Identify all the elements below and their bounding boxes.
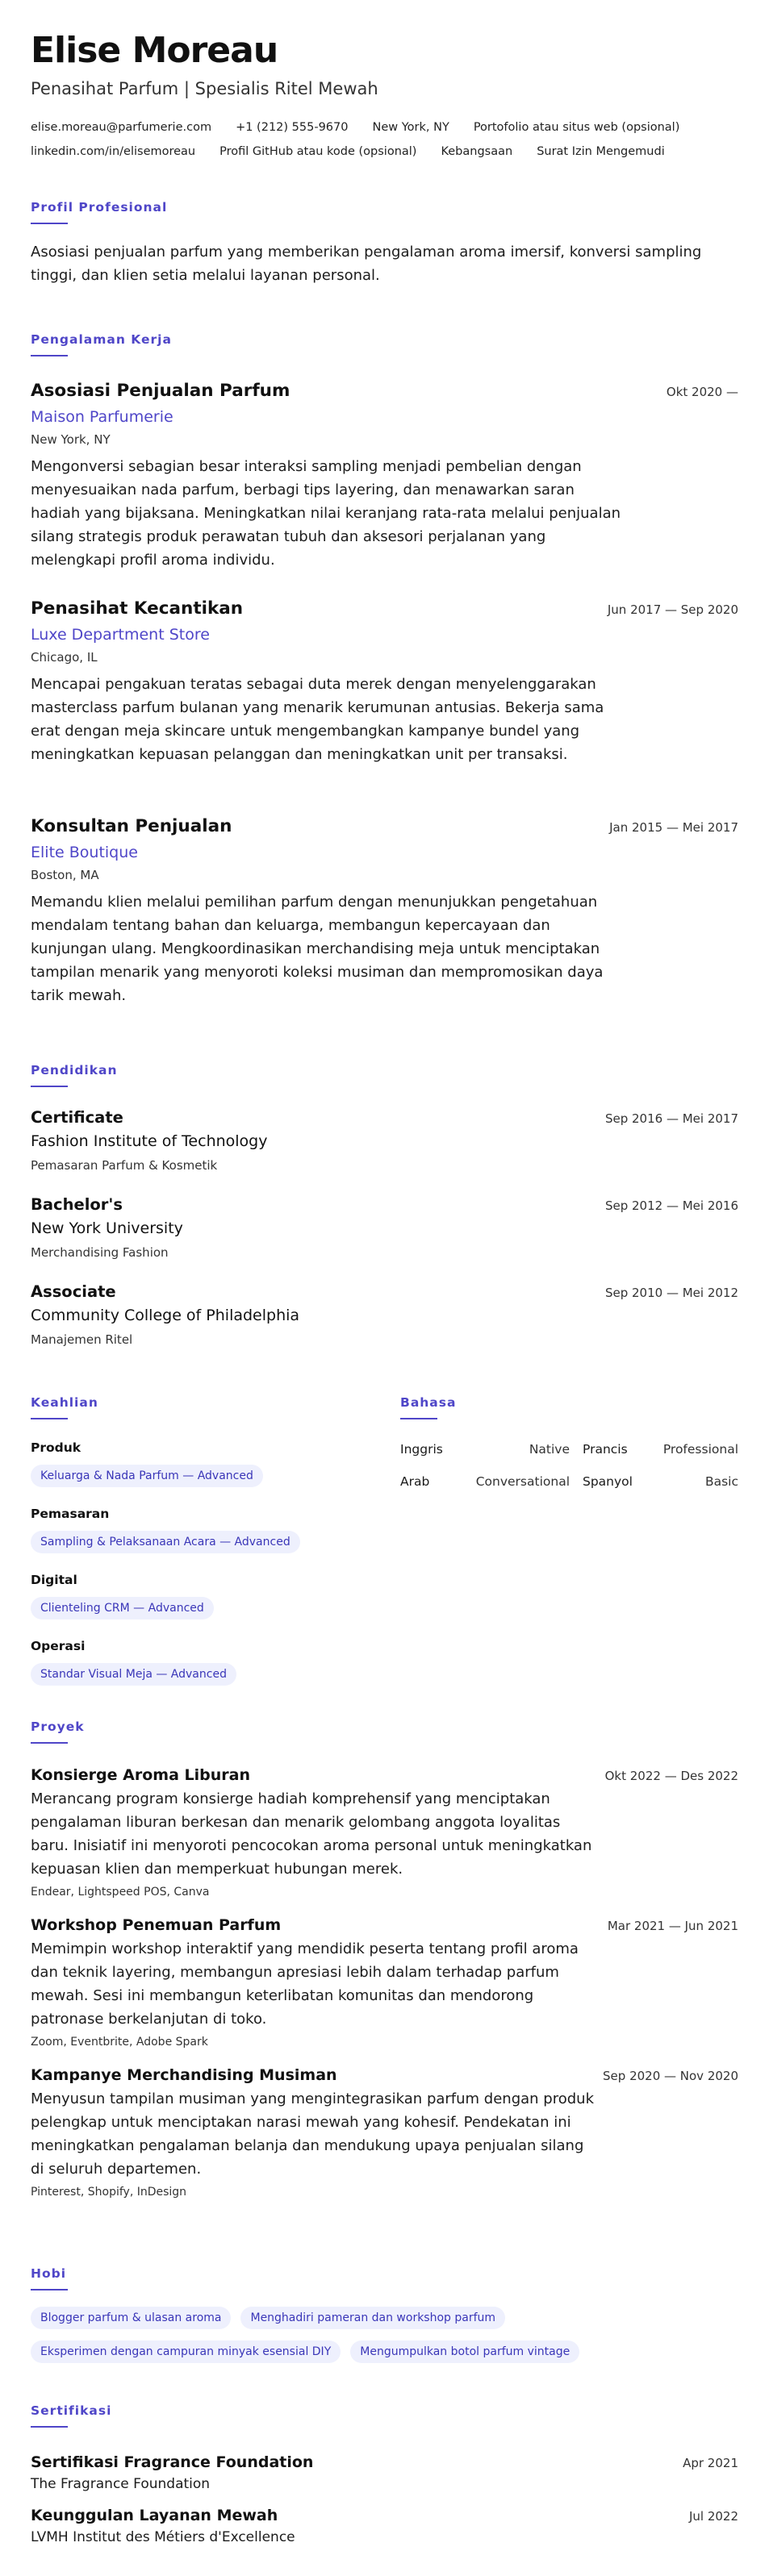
section-title: Pendidikan: [31, 1063, 118, 1078]
education-item: [31, 1194, 738, 1261]
job-location: Chicago, IL: [31, 650, 98, 665]
section-title: Keahlian: [31, 1395, 98, 1410]
company-name: Luxe Department Store: [31, 626, 210, 644]
project-description: Memimpin workshop interaktif yang mendidik peserta tentang profil aroma dan teknik layering, membangun apresiasi lebih dalam terhadap parfum mewah. Sesi ini membangun keterlibatan komunitas dan mendorong patronase berkelanjutan di toko.: [31, 1940, 579, 2028]
job-dates: Jun 2017 — Sep 2020: [607, 602, 738, 617]
project-name: Workshop Penemuan Parfum: [31, 1916, 282, 1934]
skill-tag: Keluarga & Nada Parfum — Advanced: [31, 1465, 263, 1487]
project-name: Konsierge Aroma Liburan: [31, 1766, 250, 1784]
resume-header: [31, 0, 738, 161]
project-item: [31, 2065, 738, 2200]
education-dates: Sep 2016 — Mei 2017: [604, 1111, 738, 1126]
field-of-study: Merchandising Fashion: [31, 1245, 169, 1260]
hobbies-section: [31, 2265, 738, 2363]
education-section: [31, 1061, 738, 1360]
job-title: Asosiasi Penjualan Parfum: [31, 381, 290, 401]
summary-text: Asosiasi penjualan parfum yang memberikan pengalaman aroma imersif, konversi sampling tinggi, dan klien setia melalui layanan personal.: [31, 244, 702, 284]
language-name: Prancis: [583, 1442, 628, 1457]
project-tools: Pinterest, Shopify, InDesign: [31, 2186, 187, 2199]
language-level: Basic: [704, 1474, 738, 1489]
certification-date: Jul 2022: [688, 2509, 738, 2524]
certification-item: [31, 2505, 738, 2547]
school-name: New York University: [31, 1219, 183, 1237]
experience-item: [31, 379, 738, 572]
contact-email[interactable]: elise.moreau@parfumerie.com: [31, 121, 212, 134]
candidate-tagline: Penasihat Parfum | Spesialis Ritel Mewah: [31, 79, 378, 98]
skill-category: Digital: [31, 1573, 77, 1587]
skill-tag: Clienteling CRM — Advanced: [31, 1597, 214, 1619]
project-dates: Okt 2022 — Des 2022: [604, 1769, 738, 1783]
hobby-tag: Mengumpulkan botol parfum vintage: [350, 2340, 579, 2363]
degree: Certificate: [31, 1108, 123, 1127]
education-item: [31, 1107, 738, 1174]
project-description: Menyusun tampilan musiman yang mengintegrasikan parfum dengan produk pelengkap untuk menciptakan narasi mewah yang kohesif. Pendekatan ini meningkatkan pengalaman belanja dan mendukung upaya penjualan silang di seluruh departemen.: [31, 2090, 594, 2178]
skill-group: [31, 1571, 378, 1619]
project-tools: Endear, Lightspeed POS, Canva: [31, 1886, 210, 1899]
experience-section: [31, 331, 738, 1004]
section-divider: [31, 1742, 68, 1744]
hobby-tag: Eksperimen dengan campuran minyak esensial DIY: [31, 2340, 341, 2363]
skill-category: Produk: [31, 1440, 81, 1455]
section-divider: [31, 1086, 68, 1087]
project-item: [31, 1765, 738, 1900]
summary-section: [31, 198, 738, 287]
degree: Bachelor's: [31, 1195, 123, 1214]
section-divider: [400, 1418, 437, 1419]
certification-name: Sertifikasi Fragrance Foundation: [31, 2453, 314, 2471]
job-location: New York, NY: [31, 432, 111, 447]
skills-section: [31, 1394, 378, 1700]
contact-portfolio[interactable]: Portofolio atau situs web (opsional): [473, 121, 680, 134]
job-description: Mencapai pengakuan teratas sebagai duta merek dengan menyelenggarakan masterclass parfum bulanan yang menarik kerumunan antusias. Bekerja sama erat dengan meja skincare untuk mengembangkan kampanye bundel yang meningkatkan kepuasan pelanggan dan meningkatkan unit per transaksi.: [31, 676, 604, 763]
project-name: Kampanye Merchandising Musiman: [31, 2066, 337, 2084]
education-dates: Sep 2012 — Mei 2016: [604, 1198, 738, 1213]
section-title: Pengalaman Kerja: [31, 332, 172, 347]
section-title: Profil Profesional: [31, 200, 168, 215]
school-name: Community College of Philadelphia: [31, 1307, 300, 1324]
contact-linkedin[interactable]: linkedin.com/in/elisemoreau: [31, 145, 196, 158]
contact-github[interactable]: Profil GitHub atau kode (opsional): [219, 145, 417, 158]
field-of-study: Manajemen Ritel: [31, 1332, 133, 1347]
project-tools: Zoom, Eventbrite, Adobe Spark: [31, 2036, 208, 2049]
project-dates: Mar 2021 — Jun 2021: [607, 1919, 738, 1933]
skill-tag: Sampling & Pelaksanaan Acara — Advanced: [31, 1531, 300, 1553]
section-title: Hobi: [31, 2266, 67, 2281]
contact-nationality: Kebangsaan: [441, 145, 513, 158]
project-item: [31, 1915, 738, 2050]
contact-phone[interactable]: +1 (212) 555-9670: [236, 121, 349, 134]
skill-category: Operasi: [31, 1639, 86, 1653]
skill-group: [31, 1637, 378, 1686]
job-title: Penasihat Kecantikan: [31, 598, 244, 619]
hobby-list: [31, 2307, 596, 2363]
section-divider: [31, 223, 68, 224]
hobby-tag: Blogger parfum & ulasan aroma: [31, 2307, 231, 2329]
language-list: [400, 1440, 738, 1490]
language-level: Native: [529, 1442, 570, 1457]
certification-issuer: LVMH Institut des Métiers d'Excellence: [31, 2529, 295, 2545]
section-divider: [31, 2289, 68, 2290]
language-name: Inggris: [400, 1442, 443, 1457]
section-divider: [31, 1418, 68, 1419]
job-dates: Okt 2020 —: [666, 385, 738, 399]
company-name: Elite Boutique: [31, 844, 138, 861]
contact-list: [31, 118, 738, 161]
skill-group: [31, 1505, 378, 1553]
section-divider: [31, 355, 68, 356]
candidate-name: Elise Moreau: [31, 30, 278, 71]
job-dates: Jan 2015 — Mei 2017: [609, 820, 738, 835]
contact-location: New York, NY: [372, 121, 449, 134]
certification-item: [31, 2452, 738, 2494]
certification-date: Apr 2021: [683, 2456, 738, 2470]
experience-item: [31, 597, 738, 766]
school-name: Fashion Institute of Technology: [31, 1132, 268, 1150]
contact-driving-license: Surat Izin Mengemudi: [537, 145, 665, 158]
section-title: Bahasa: [400, 1395, 457, 1410]
certification-issuer: The Fragrance Foundation: [31, 2476, 211, 2492]
skill-group: [31, 1439, 378, 1487]
skill-tag: Standar Visual Meja — Advanced: [31, 1663, 236, 1686]
section-title: Sertifikasi: [31, 2403, 112, 2418]
company-name: Maison Parfumerie: [31, 408, 173, 426]
language-name: Arab: [400, 1474, 430, 1489]
project-description: Merancang program konsierge hadiah komprehensif yang menciptakan pengalaman liburan berkesan dan menarik gelombang anggota loyalitas baru. Inisiatif ini menyoroti pencocokan aroma personal untuk meningkatkan kepuasan klien dan memperkuat hubungan merek.: [31, 1790, 592, 1878]
degree: Associate: [31, 1282, 116, 1301]
language-name: Spanyol: [583, 1474, 633, 1489]
job-description: Memandu klien melalui pemilihan parfum dengan menunjukkan pengetahuan mendalam tentang bahan dan keluarga, membangun kepercayaan dan kunjungan ulang. Mengkoordinasikan merchandising meja untuk menciptakan tampilan menarik yang menyoroti koleksi musiman dan mempromosikan daya tarik mewah.: [31, 894, 604, 1004]
education-item: [31, 1281, 738, 1348]
education-dates: Sep 2010 — Mei 2012: [604, 1286, 738, 1300]
job-location: Boston, MA: [31, 868, 99, 882]
field-of-study: Pemasaran Parfum & Kosmetik: [31, 1158, 218, 1173]
job-description: Mengonversi sebagian besar interaksi sampling menjadi pembelian dengan menyesuaikan nada parfum, berbagi tips layering, dan menawarkan saran hadiah yang bijaksana. Meningkatkan nilai keranjang rata-rata melalui penjualan silang strategis produk perawatan tubuh dan aksesori perjalanan yang melengkapi profil aroma individu.: [31, 458, 621, 569]
certification-name: Keunggulan Layanan Mewah: [31, 2507, 278, 2524]
projects-section: [31, 1718, 738, 2234]
job-title: Konsultan Penjualan: [31, 816, 232, 836]
section-title: Proyek: [31, 1719, 85, 1734]
project-dates: Sep 2020 — Nov 2020: [603, 2069, 738, 2083]
language-level: Conversational: [475, 1474, 570, 1489]
skill-category: Pemasaran: [31, 1507, 110, 1521]
hobby-tag: Menghadiri pameran dan workshop parfum: [240, 2307, 505, 2329]
languages-section: [400, 1394, 738, 1490]
language-level: Professional: [662, 1442, 738, 1457]
experience-item: [31, 815, 738, 1007]
certifications-section: [31, 2402, 738, 2555]
section-divider: [31, 2426, 68, 2428]
